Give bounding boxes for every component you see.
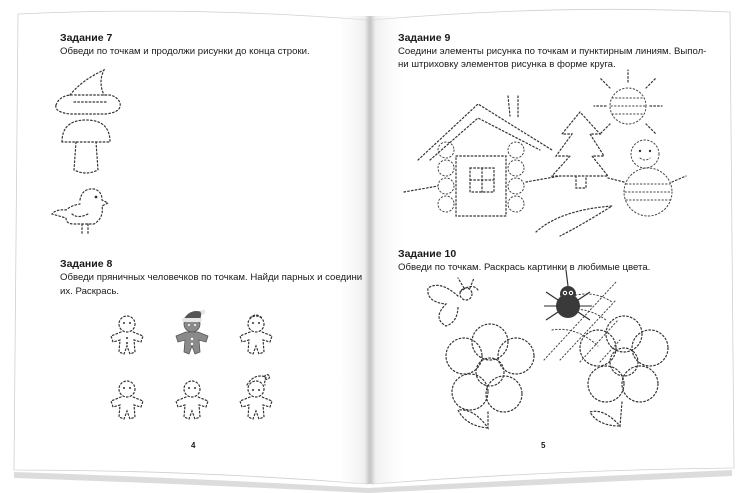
gingerbread-6-santa-hat [240, 375, 272, 419]
gingerbread-grid [111, 310, 272, 419]
task8-instruction-line1: Обведи пряничных человечков по точкам. Найди парных и соедини [60, 272, 363, 283]
task7-instruction: Обведи по точкам и продолжи рисунки до конца строки. [60, 46, 310, 57]
task10-instruction: Обведи по точкам. Раскрась картинки в любимые цвета. [398, 262, 651, 273]
butterfly-drawing [428, 278, 478, 326]
task7-title: Задание 7 [60, 32, 113, 44]
flower-right-drawing [580, 316, 668, 426]
path-dotted-line [536, 206, 612, 236]
house-drawing [404, 96, 560, 216]
gingerbread-colored-santa-hat [176, 310, 208, 354]
task9-instruction-line2: ни штриховку элементов рисунка в форме круга. [398, 59, 616, 70]
gingerbread-4 [111, 381, 143, 419]
sun-drawing [594, 70, 662, 134]
gingerbread-3 [240, 315, 272, 354]
spider [544, 270, 592, 320]
mushroom-dotted-drawing [62, 120, 110, 173]
gingerbread-5 [176, 381, 208, 419]
task8-instruction-line2: их. Раскрась. [60, 286, 120, 297]
hat-dotted-drawing [56, 70, 120, 114]
spruce-tree-drawing [552, 112, 608, 188]
bird-dotted-drawing [52, 189, 108, 235]
flower-left-drawing [446, 324, 534, 428]
task9-title: Задание 9 [398, 32, 451, 44]
task10-title: Задание 10 [398, 248, 457, 260]
snowman-drawing [608, 140, 686, 216]
page-number-left: 4 [191, 441, 196, 450]
spiderweb-drawing [544, 282, 620, 362]
task8-title: Задание 8 [60, 258, 113, 270]
gingerbread-1 [111, 316, 143, 354]
task9-instruction-line1: Соедини элементы рисунка по точкам и пунктирным линиям. Выпол- [398, 46, 707, 57]
page-number-right: 5 [541, 441, 546, 450]
